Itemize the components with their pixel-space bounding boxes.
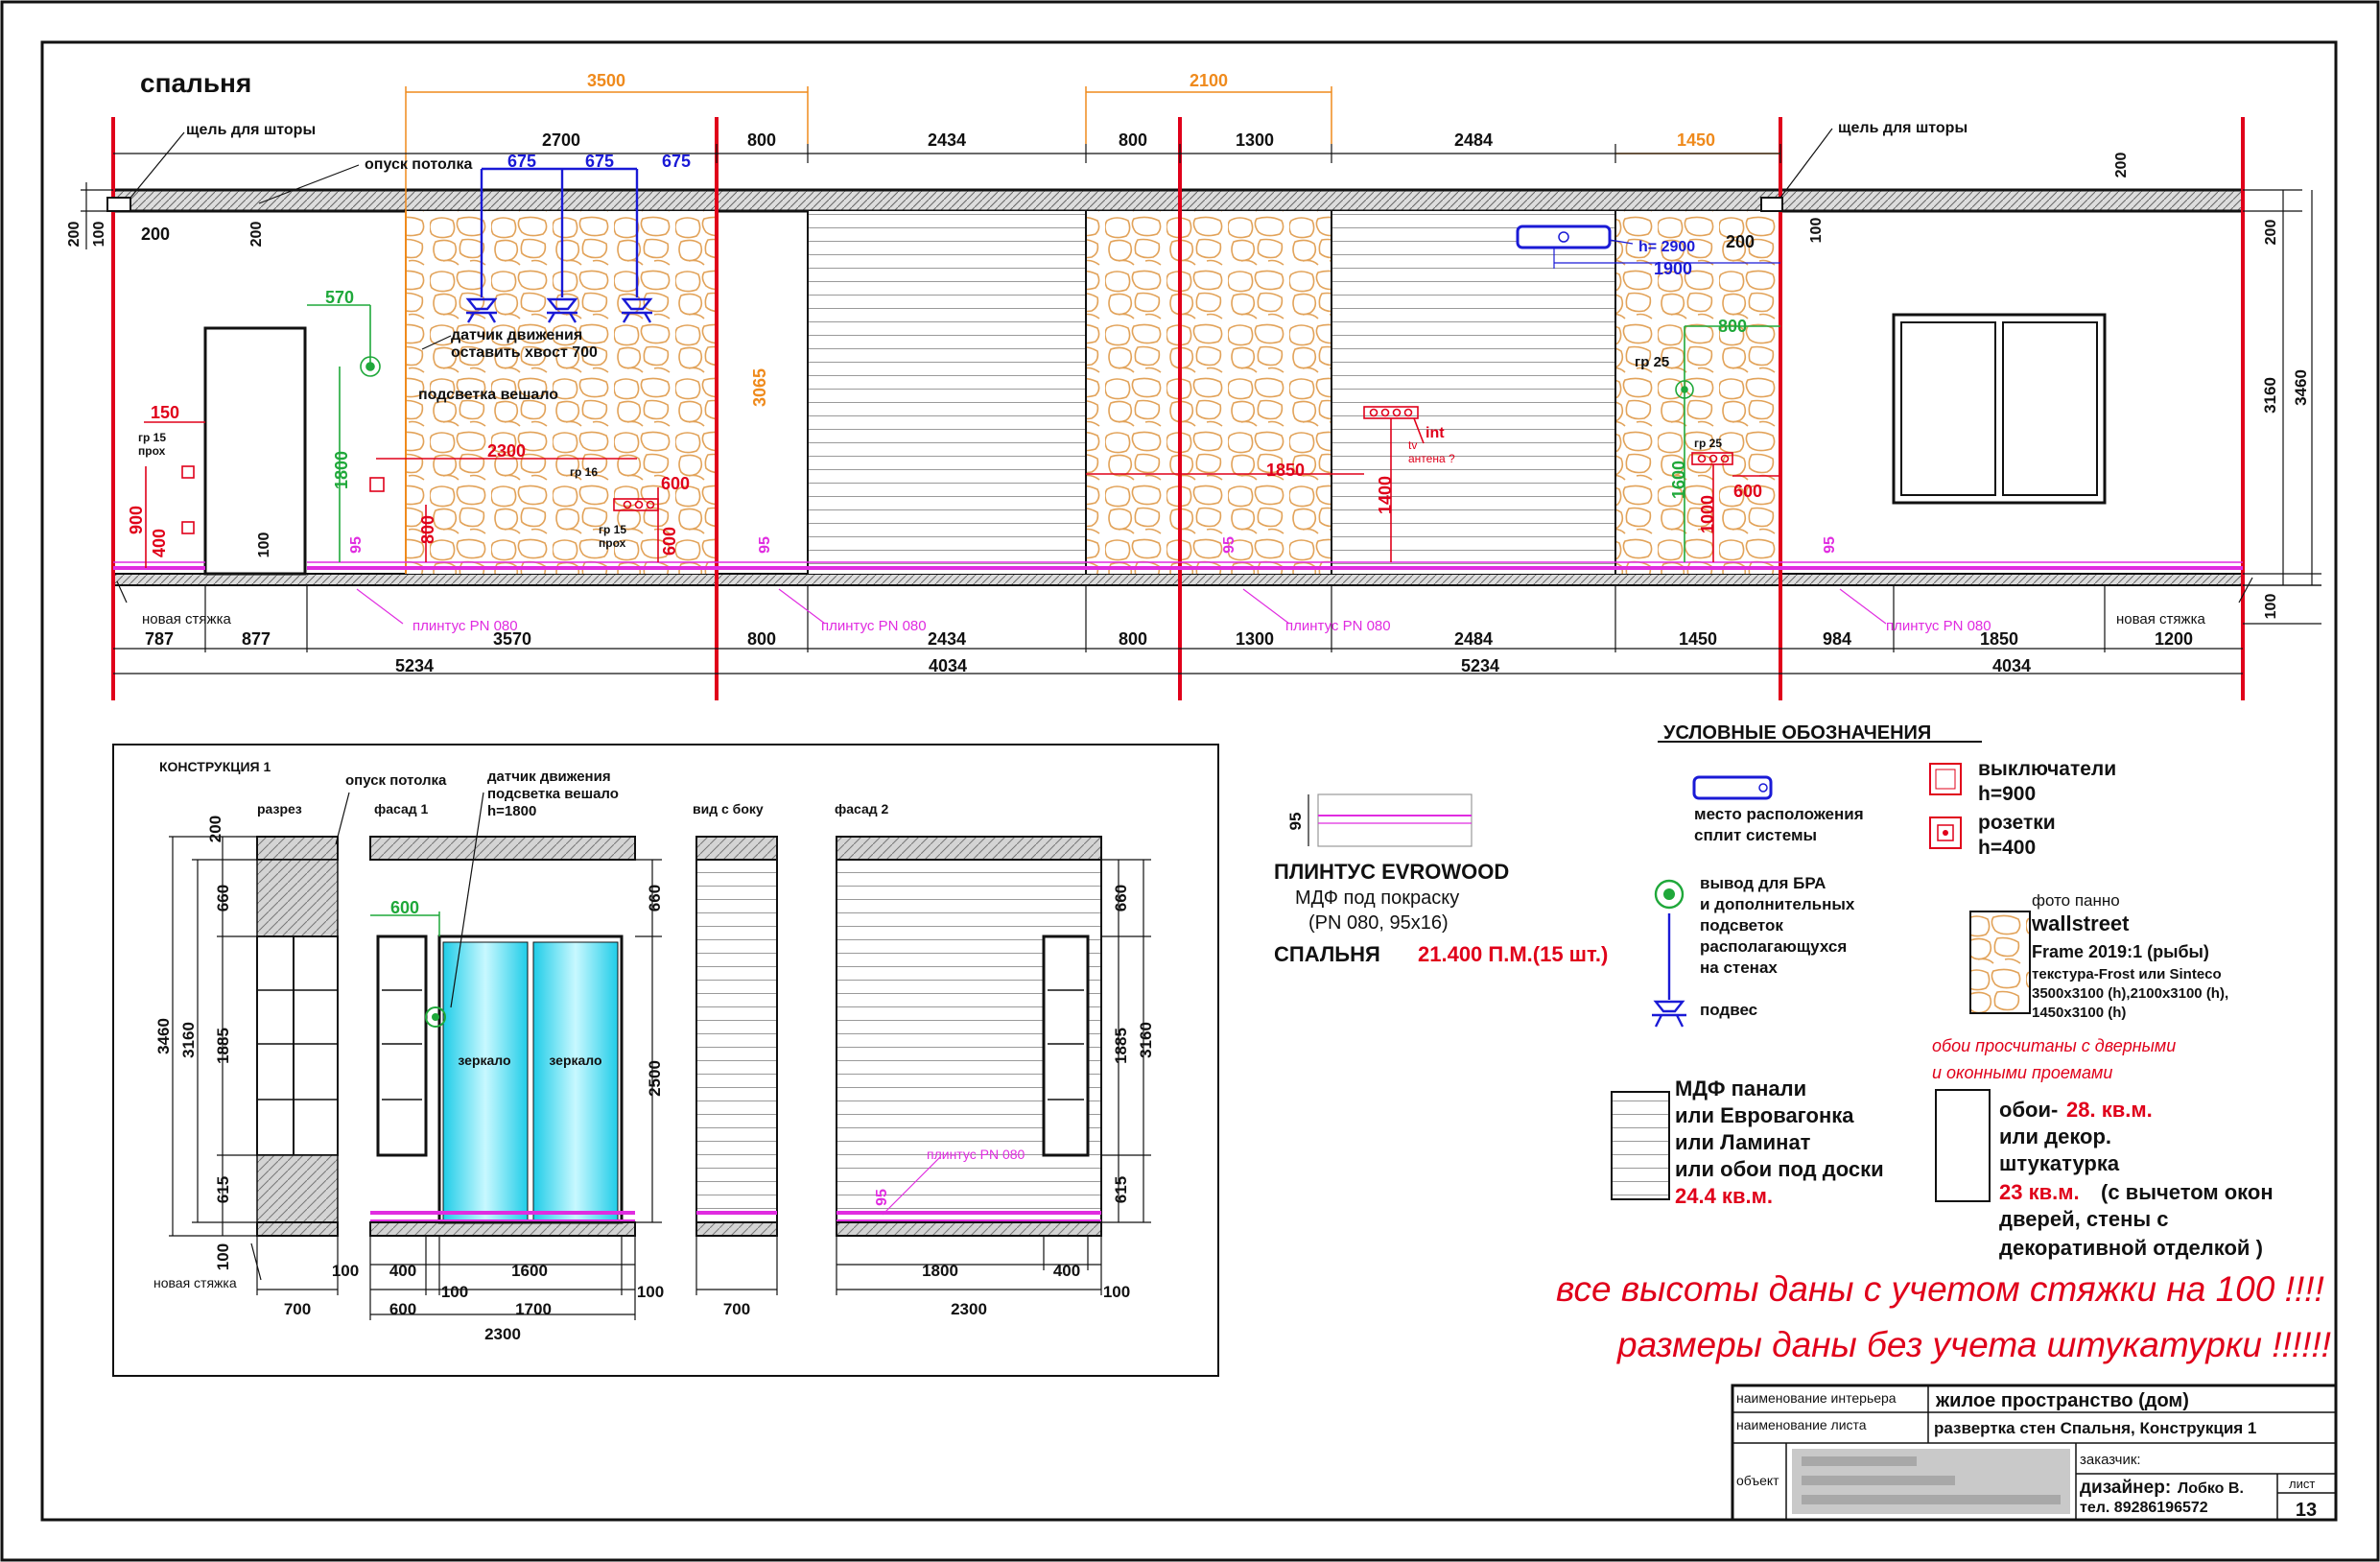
c-dim-700-b: 700: [722, 1300, 751, 1318]
gr25b-label: гр 25: [1694, 437, 1723, 450]
legend-bra-4: располагающухся: [1700, 937, 1848, 956]
dim-5234-b: 5234: [1460, 656, 1500, 675]
plinth-dim-95: 95: [1286, 812, 1305, 831]
dim-1450-top: 1450: [1676, 130, 1716, 150]
plinth-sample: [1308, 794, 1472, 846]
gr15a-label: гр 15: [138, 431, 167, 444]
c-dim-400-a: 400: [389, 1262, 417, 1280]
c-dim-1800: 1800: [922, 1262, 958, 1280]
dim-3460-top: 3460: [2292, 369, 2310, 406]
hanger-light-label: подсветка вешало: [418, 387, 559, 403]
dim-95-d: 95: [1822, 536, 1838, 554]
legend-wp-1b: 28. кв.м.: [2066, 1098, 2153, 1122]
curtain-slot-left: [107, 198, 130, 211]
dim-787: 787: [144, 629, 175, 649]
legend-bra-5: на стенах: [1700, 958, 1778, 977]
legend-socket-1: розетки: [1978, 812, 2056, 834]
gr25a-label: гр 25: [1635, 354, 1670, 370]
legend-wp-3: штукатурка: [1999, 1151, 2120, 1175]
stone-panel-2: [1086, 211, 1331, 574]
dim-600-red-b: 600: [660, 526, 679, 556]
dim-1400-red: 1400: [1376, 475, 1395, 515]
c-dim-2500: 2500: [646, 1060, 664, 1097]
dim-600-red-a: 600: [660, 474, 691, 493]
legend-photo-6: 1450x3100 (h): [2032, 1005, 2127, 1021]
c-dim-100-a: 100: [331, 1262, 360, 1280]
tb-designer-name: Лобко В.: [2178, 1480, 2244, 1497]
construction-ceiling-drop: опуск потолка: [345, 772, 447, 789]
plinth-room: СПАЛЬНЯ: [1274, 942, 1380, 966]
room-title: спальня: [140, 68, 252, 98]
legend-photo-2: wallstreet: [2032, 911, 2130, 935]
dim-800-bottom-a: 800: [746, 629, 777, 649]
construction-sensor-2: подсветка вешало: [487, 786, 619, 802]
legend-wp-4a: 23 кв.м.: [1999, 1180, 2080, 1204]
dim-1600-green: 1600: [1669, 460, 1688, 500]
view-facade1-label: фасад 1: [374, 801, 429, 816]
legend-wp-2: или декор.: [1999, 1124, 2112, 1148]
legend-switch-1: выключатели: [1978, 758, 2117, 780]
c-dim-3460: 3460: [154, 1018, 173, 1054]
dim-1200: 1200: [2154, 629, 2194, 649]
mirror-left-label: зеркало: [458, 1053, 511, 1068]
ac-height-label: h= 2900: [1638, 239, 1696, 255]
construction-plinth: плинтус PN 080: [927, 1147, 1025, 1162]
legend-photo-5: 3500x3100 (h),2100x3100 (h),: [2032, 985, 2229, 1002]
plinth-line1: МДФ под покраску: [1295, 888, 1460, 909]
construction-sensor-3: h=1800: [487, 803, 537, 819]
legend-wallpaper-symbol: [1936, 1090, 1990, 1201]
mdf-panel-1: [808, 211, 1086, 574]
prox-a-label: прох: [138, 444, 166, 458]
dim-1450-bottom: 1450: [1678, 629, 1718, 649]
dim-200-right-edge: 200: [2263, 219, 2279, 246]
legend-bra-3: подсветок: [1700, 916, 1783, 935]
c-dim-700-a: 700: [283, 1300, 312, 1318]
dim-3065: 3065: [750, 367, 769, 408]
legend-switch-2: h=900: [1978, 783, 2037, 805]
dim-100-left: 100: [91, 221, 107, 248]
dim-1900: 1900: [1653, 259, 1693, 278]
dim-1800: 1800: [332, 450, 351, 490]
dim-200-left-slot: 200: [140, 225, 171, 244]
plinth-label-2: плинтус PN 080: [821, 618, 927, 634]
note-heights: все высоты даны с учетом стяжки на 100 !!!!: [1556, 1269, 2324, 1309]
dim-1850-bottom: 1850: [1979, 629, 2019, 649]
dim-2100: 2100: [1189, 71, 1229, 90]
tb-phone: тел. 89286196572: [2080, 1500, 2208, 1516]
dim-2434-a: 2434: [927, 130, 967, 150]
legend-bra-2: и дополнительных: [1700, 895, 1855, 913]
legend-wp-4b: (с вычетом окон: [2101, 1180, 2274, 1204]
c-dim-400-b: 400: [1052, 1262, 1081, 1280]
c-dim-95: 95: [874, 1189, 890, 1206]
dim-200-left-outer: 200: [66, 221, 82, 248]
tb-label-client: заказчик:: [2080, 1452, 2141, 1468]
plinth-label-3: плинтус PN 080: [1285, 618, 1391, 634]
mdf-panel-2: [1331, 211, 1615, 574]
legend-mdf-5: 24.4 кв.м.: [1675, 1184, 1773, 1208]
dim-2700: 2700: [541, 130, 581, 150]
dim-200-right-slot: 200: [1725, 232, 1756, 251]
dim-3160-top: 3160: [2261, 377, 2279, 414]
legend-ac-2: сплит системы: [1694, 826, 1818, 844]
dim-400: 400: [150, 528, 169, 558]
dim-4034-b: 4034: [1991, 656, 2032, 675]
plinth-line2: (PN 080, 95x16): [1308, 912, 1449, 934]
dim-3570: 3570: [492, 629, 532, 649]
note-dimensions: размеры даны без учета штукатурки !!!!!!: [1617, 1325, 2331, 1364]
dim-150: 150: [150, 403, 180, 422]
dim-200-left-drop: 200: [248, 221, 265, 248]
dim-570: 570: [324, 288, 355, 307]
dim-900: 900: [127, 505, 146, 535]
prox-b-label: прох: [599, 536, 626, 550]
c-dim-1885-left: 1885: [214, 1028, 232, 1064]
wallpaper-note-1: обои просчитаны с дверными: [1932, 1036, 2177, 1055]
dim-100-door: 100: [256, 532, 272, 558]
dim-100-right: 100: [1808, 217, 1825, 244]
legend-photo-1: фото панно: [2032, 891, 2120, 910]
c-dim-1600: 1600: [511, 1262, 548, 1280]
dim-200-right-top: 200: [2113, 152, 2130, 178]
dim-984: 984: [1822, 629, 1852, 649]
c-dim-200: 200: [206, 815, 224, 843]
plinth-title: ПЛИНТУС EVROWOOD: [1274, 860, 1510, 884]
c-dim-660-left: 660: [214, 884, 232, 912]
view-facade2-label: фасад 2: [835, 801, 889, 816]
legend-photo-4: текстура-Frost или Sinteco: [2032, 966, 2222, 982]
dim-1300-a: 1300: [1235, 130, 1275, 150]
window: [1894, 315, 2105, 503]
plinth-label-4: плинтус PN 080: [1886, 618, 1991, 634]
sensor-label-2: оставить хвост 700: [451, 344, 598, 361]
dim-877: 877: [241, 629, 271, 649]
c-dim-660-f2: 660: [1112, 884, 1130, 912]
dim-800-b: 800: [1118, 130, 1148, 150]
c-dim-660-f1: 660: [646, 884, 664, 912]
plinth-label-1: плинтус PN 080: [412, 618, 518, 634]
view-section-label: разрез: [257, 801, 302, 816]
dim-800-bottom-b: 800: [1118, 629, 1148, 649]
c-dim-1700: 1700: [515, 1300, 552, 1318]
dim-3500: 3500: [586, 71, 626, 90]
c-dim-100-d: 100: [1102, 1283, 1131, 1301]
c-dim-1885-f2: 1885: [1112, 1028, 1130, 1064]
tb-sheet-number: 13: [2295, 1500, 2318, 1521]
dim-2434-bottom: 2434: [927, 629, 967, 649]
tb-label-sheet: наименование листа: [1736, 1417, 1867, 1432]
tv-label: tv: [1408, 438, 1418, 452]
gr15b-label: гр 15: [599, 523, 627, 536]
tb-designer-label: дизайнер:: [2080, 1478, 2172, 1498]
dim-1850-red: 1850: [1265, 461, 1306, 480]
construction-title: КОНСТРУКЦИЯ 1: [159, 759, 271, 774]
tb-label-interior: наименование интерьера: [1736, 1390, 1897, 1406]
legend-wp-5: дверей, стены с: [1999, 1207, 2169, 1231]
dim-1300-bottom: 1300: [1235, 629, 1275, 649]
legend-mdf-1: МДФ панали: [1675, 1077, 1807, 1100]
c-dim-600: 600: [389, 1300, 417, 1318]
wallpaper-note-2: и оконными проемами: [1932, 1063, 2113, 1082]
tb-value-sheet: развертка стен Спальня, Конструкция 1: [1934, 1419, 2257, 1437]
dim-2300-red: 2300: [486, 441, 527, 461]
legend-ac-1: место расположения: [1694, 805, 1864, 823]
c-dim-615-f2: 615: [1112, 1175, 1130, 1204]
dim-1000-red: 1000: [1698, 494, 1717, 534]
curtain-slot-right: [1761, 198, 1782, 211]
legend-mdf-4: или обои под доски: [1675, 1157, 1884, 1181]
plinth-qty: 21.400 П.М.(15 шт.): [1418, 942, 1609, 966]
door: [205, 328, 305, 574]
view-side-label: вид с боку: [693, 801, 764, 816]
construction-sensor-1: датчик движения: [487, 769, 611, 785]
c-dim-615-left: 615: [214, 1175, 232, 1204]
tb-value-interior: жилое пространство (дом): [1936, 1390, 2189, 1411]
legend-wp-1a: обои-: [1999, 1098, 2059, 1122]
legend-photo-panel: [1970, 911, 2030, 1013]
legend-bra-1: вывод для БРА: [1700, 874, 1826, 892]
dim-675-c: 675: [661, 152, 692, 171]
dim-600-red-c: 600: [1732, 482, 1763, 501]
ceiling-drop-label: опуск потолка: [365, 156, 473, 173]
dim-800-red: 800: [418, 514, 437, 545]
c-dim-100-b: 100: [440, 1283, 469, 1301]
c-dim-100-c: 100: [636, 1283, 665, 1301]
legend-mdf-3: или Ламинат: [1675, 1130, 1811, 1154]
sensor-label-1: датчик движения: [451, 327, 583, 343]
new-screed-left: новая стяжка: [142, 611, 231, 627]
c-dim-2300-a: 2300: [484, 1325, 521, 1343]
dim-4034-a: 4034: [928, 656, 968, 675]
legend-mdf-2: или Евровагонка: [1675, 1103, 1854, 1127]
c-dim-3160-left: 3160: [179, 1022, 198, 1058]
c-dim-3160-f2: 3160: [1137, 1022, 1155, 1058]
gr16-label: гр 16: [570, 465, 599, 479]
dim-5234-a: 5234: [394, 656, 435, 675]
construction-new-screed: новая стяжка: [153, 1275, 237, 1290]
legend-photo-3: Frame 2019:1 (рыбы): [2032, 942, 2209, 961]
curtain-gap-label-left: щель для шторы: [186, 122, 317, 138]
dim-800-a: 800: [746, 130, 777, 150]
legend-title: УСЛОВНЫЕ ОБОЗНАЧЕНИЯ: [1663, 722, 1932, 744]
dim-675-b: 675: [584, 152, 615, 171]
legend-socket-2: h=400: [1978, 837, 2037, 859]
dim-800-green: 800: [1717, 317, 1748, 336]
legend-mdf-symbol: [1612, 1092, 1669, 1199]
tb-label-object: объект: [1736, 1473, 1779, 1488]
tb-sheet-label: лист: [2289, 1477, 2316, 1491]
int-label: int: [1426, 425, 1445, 441]
dim-675-a: 675: [507, 152, 537, 171]
legend-pendant: подвес: [1700, 1001, 1758, 1019]
new-screed-right: новая стяжка: [2116, 611, 2205, 627]
dim-2484-a: 2484: [1453, 130, 1494, 150]
c-dim-600-green: 600: [389, 898, 420, 917]
dim-2484-bottom: 2484: [1453, 629, 1494, 649]
legend-wp-6: декоративной отделкой ): [1999, 1236, 2263, 1260]
dim-100-right-floor: 100: [2263, 593, 2279, 620]
dim-95-b: 95: [757, 536, 773, 554]
dim-95-a: 95: [348, 536, 365, 554]
dim-95-c: 95: [1221, 536, 1237, 554]
c-dim-2300-b: 2300: [951, 1300, 987, 1318]
mirror-right-label: зеркало: [549, 1053, 602, 1068]
antenna-label: антена ?: [1408, 452, 1455, 465]
c-dim-100-left: 100: [214, 1242, 232, 1271]
curtain-gap-label-right: щель для шторы: [1838, 120, 1968, 136]
